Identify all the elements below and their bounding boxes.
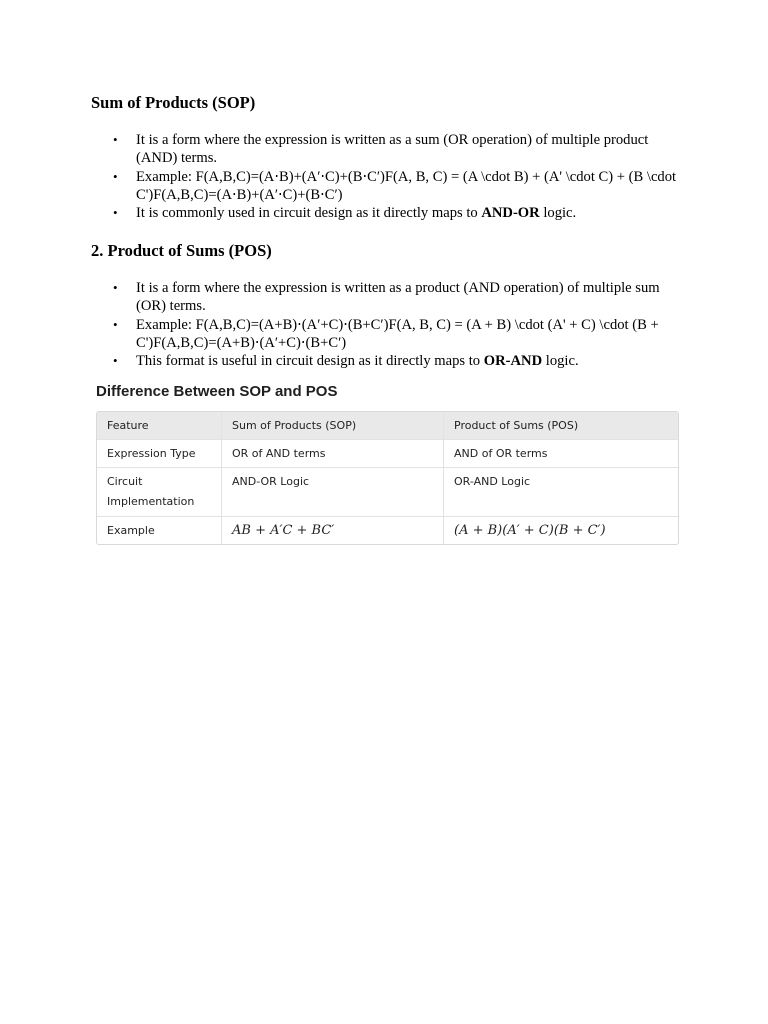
table-cell-math: AB + A′C + BC′ (222, 517, 444, 544)
column-header-pos: Product of Sums (POS) (444, 412, 678, 440)
table-cell: OR of AND terms (222, 440, 444, 468)
list-item (136, 204, 684, 222)
list-item: • Example: F(A,B,C)=(A⋅B)+(A′⋅C)+(B⋅C′)F(A, B, C) = (A \cdot B) + (A' \cdot C) + (B \cdot C')F(A,B,C)=(A⋅B)+(A′⋅C)+(B⋅C′) (136, 168, 684, 205)
table-row (97, 517, 678, 544)
column-header-feature: Feature (97, 412, 222, 440)
table-header-row (97, 412, 678, 440)
table-cell: OR-AND Logic (444, 468, 678, 517)
sop-bullet-list (136, 131, 684, 222)
comparison-table-image (96, 381, 677, 545)
bullet-text: logic. (542, 353, 579, 370)
pos-bullet-list (136, 279, 684, 370)
table-cell: Circuit Implementation (97, 468, 222, 517)
bullet-bold-text: AND-OR (481, 205, 540, 222)
list-item: • It is a form where the expression is written as a product (AND operation) of multiple sum (OR) terms. (136, 279, 684, 316)
column-header-sop: Sum of Products (SOP) (222, 412, 444, 440)
list-item: • It is a form where the expression is written as a sum (OR operation) of multiple product (AND) terms. (136, 131, 684, 168)
table-cell: Expression Type (97, 440, 222, 468)
table-cell: AND-OR Logic (222, 468, 444, 517)
table-cell: AND of OR terms (444, 440, 678, 468)
list-item: • Example: F(A,B,C)=(A+B)⋅(A′+C)⋅(B+C′)F(A, B, C) = (A + B) \cdot (A' + C) \cdot (B + C')F(A,B,C)=(A+B)⋅(A′+C)⋅(B+C′) (136, 316, 684, 353)
table-title: Difference Between SOP and POS (96, 383, 338, 400)
table-row (97, 440, 678, 468)
bullet-text: It is commonly used in circuit design as it directly maps to (136, 205, 482, 222)
section-heading-sop: Sum of Products (SOP) (91, 93, 256, 112)
bullet-text: This format is useful in circuit design as it directly maps to (136, 353, 484, 370)
table-cell-math: (A + B)(A′ + C)(B + C′) (454, 523, 606, 538)
table-cell: Example (97, 517, 222, 544)
bullet-bold-text: OR-AND (483, 353, 543, 370)
list-item (136, 352, 684, 370)
section-heading-pos: 2. Product of Sums (POS) (91, 241, 272, 260)
comparison-table (96, 411, 679, 545)
table-row (97, 468, 678, 517)
bullet-text: logic. (539, 205, 577, 222)
